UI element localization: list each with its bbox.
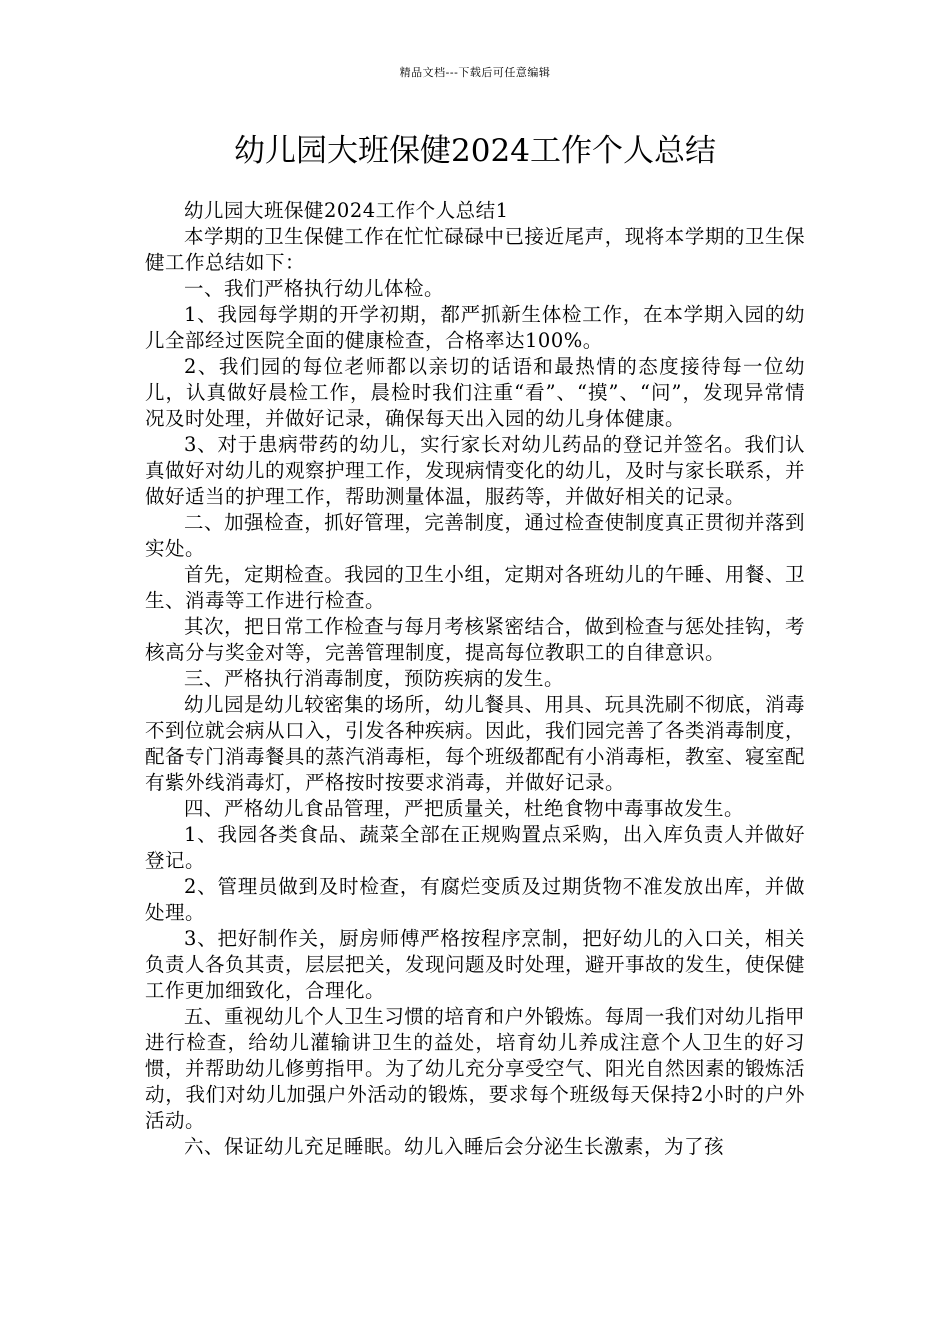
- section-heading-1: 一、我们严格执行幼儿体检。: [184, 277, 445, 300]
- paragraph: 首先，定期检查。我园的卫生小组，定期对各班幼儿的午睡、用餐、卫生、消毒等工作进行检查。: [145, 563, 805, 612]
- section-heading-4: 四、严格幼儿食品管理，严把质量关，杜绝食物中毒事故发生。: [184, 797, 745, 820]
- document-title: 幼儿园大班保健2024工作个人总结: [234, 133, 716, 169]
- paragraph: 2、管理员做到及时检查，有腐烂变质及过期货物不准发放出库，并做处理。: [145, 875, 805, 924]
- section-heading-3: 三、严格执行消毒制度，预防疾病的发生。: [184, 667, 565, 690]
- header-note: 精品文档---下载后可任意编辑: [399, 66, 551, 79]
- paragraph: 幼儿园是幼儿较密集的场所，幼儿餐具、用具、玩具洗刷不彻底，消毒不到位就会病从口入，引发各种疾病。因此，我们园完善了各类消毒制度，配备专门消毒餐具的蒸汽消毒柜，每个班级都配有小消毒柜，教室、寝室配有紫外线消毒灯，严格按时按要求消毒，并做好记录。: [145, 693, 806, 794]
- section-heading-6: 六、保证幼儿充足睡眠。幼儿入睡后会分泌生长激素，为了孩: [184, 1135, 725, 1158]
- paragraph: 3、把好制作关，厨房师傅严格按程序烹制，把好幼儿的入口关，相关负责人各负其责，层层把关，发现问题及时处理，避开事故的发生，使保健工作更加细致化，合理化。: [145, 927, 806, 1002]
- paragraph: 1、我园各类食品、蔬菜全部在正规购置点采购，出入库负责人并做好登记。: [145, 823, 805, 872]
- paragraph: 2、我们园的每位老师都以亲切的话语和最热情的态度接待每一位幼儿，认真做好晨检工作，晨检时我们注重“看”、“摸”、“问”，发现异常情况及时处理，并做好记录，确保每天出入园的幼儿身体健康。: [145, 355, 805, 430]
- paragraph-subtitle: 幼儿园大班保健2024工作个人总结1: [184, 199, 509, 222]
- paragraph-intro: 本学期的卫生保健工作在忙忙碌碌中已接近尾声，现将本学期的卫生保健工作总结如下：: [145, 225, 805, 274]
- paragraph: 其次，把日常工作检查与每月考核紧密结合，做到检查与惩处挂钩，考核高分与奖金对等，完善管理制度，提高每位教职工的自律意识。: [145, 615, 805, 664]
- paragraph: 3、对于患病带药的幼儿，实行家长对幼儿药品的登记并签名。我们认真做好对幼儿的观察护理工作，发现病情变化的幼儿，及时与家长联系，并做好适当的护理工作，帮助测量体温，服药等，并做好相关的记录。: [145, 433, 806, 508]
- section-heading-5: 五、重视幼儿个人卫生习惯的培育和户外锻炼。每周一我们对幼儿指甲进行检查，给幼儿灌输讲卫生的益处，培育幼儿养成注意个人卫生的好习惯，并帮助幼儿修剪指甲。为了幼儿充分享受空气、阳光自然因素的锻炼活动，我们对幼儿加强户外活动的锻炼，要求每个班级每天保持2小时的户外活动。: [145, 1005, 806, 1132]
- paragraph: 1、我园每学期的开学初期，都严抓新生体检工作，在本学期入园的幼儿全部经过医院全面的健康检查，合格率达100%。: [145, 303, 805, 352]
- document-body: [145, 198, 805, 1160]
- section-heading-2: 二、加强检查，抓好管理，完善制度，通过检查使制度真正贯彻并落到实处。: [145, 511, 805, 560]
